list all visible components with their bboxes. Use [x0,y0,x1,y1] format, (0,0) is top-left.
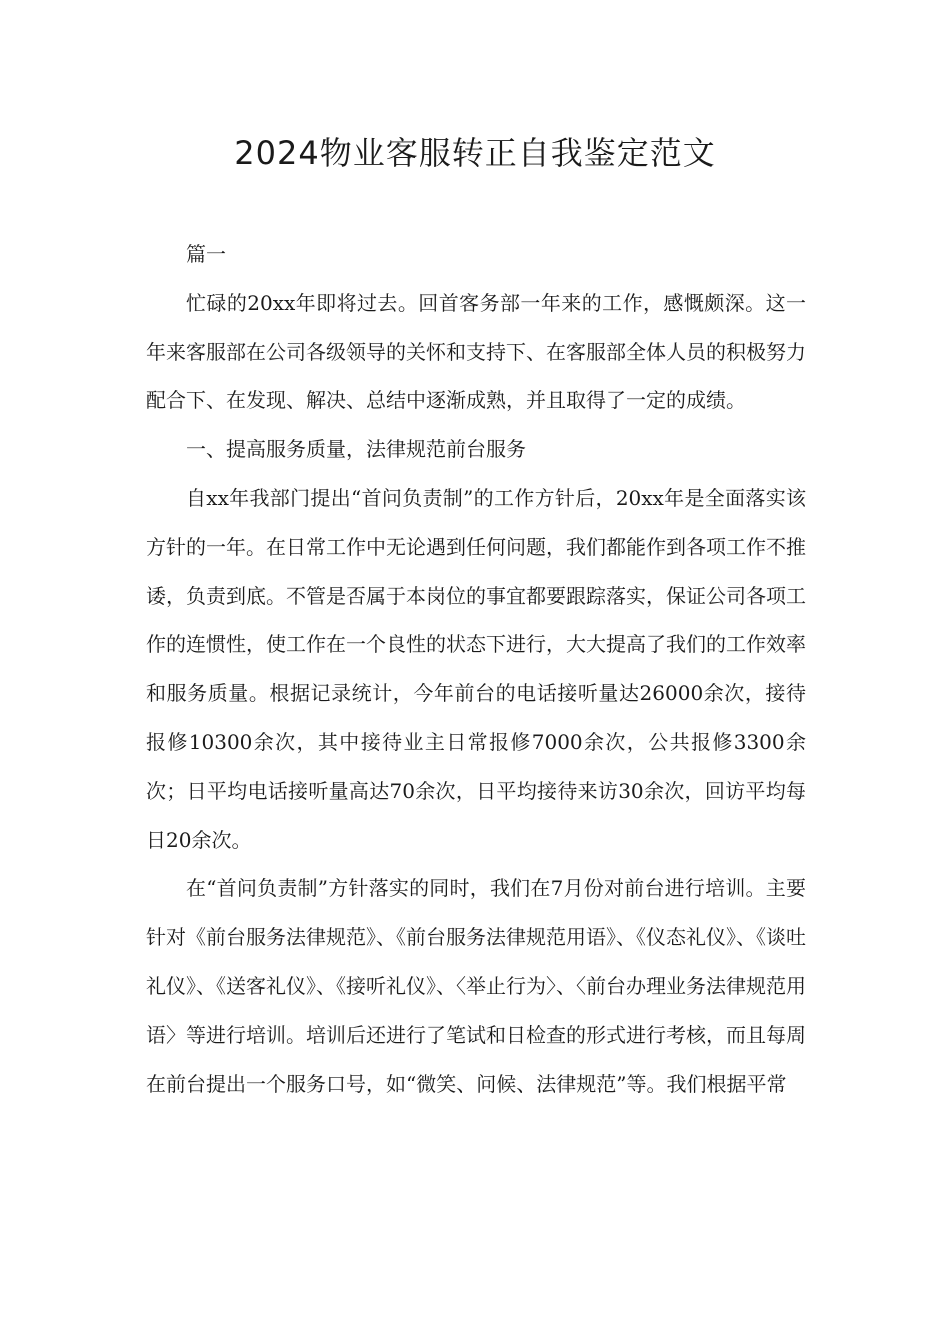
document-body [146,230,806,1108]
section-heading-service-quality: 一、提高服务质量，法律规范前台服务 [186,437,526,462]
body-paragraph-training: 在“首问负责制”方针落实的同时，我们在7月份对前台进行培训。主要针对《前台服务法律规范》、《前台服务法律规范用语》、《仪态礼仪》、《谈吐礼仪》、《送客礼仪》、《接听礼仪》、〈举止行为〉、〈前台办理业务法律规范用语〉等进行培训。培训后还进行了笔试和日检查的形式进行考核，而且每周在前台提出一个服务口号，如“微笑、问候、法律规范”等。我们根据平常 [146,876,806,1096]
section-heading-part-one: 篇一 [186,242,226,266]
body-paragraph-first-responsibility: 自xx年我部门提出“首问负责制”的工作方针后，20xx年是全面落实该方针的一年。在日常工作中无论遇到任何问题，我们都能作到各项工作不推诿，负责到底。不管是否属于本岗位的事宜都要跟踪落实，保证公司各项工作的连惯性，使工作在一个良性的状态下进行，大大提高了我们的工作效率和服务质量。根据记录统计，今年前台的电话接听量达26000余次，接待报修10300余次，其中接待业主日常报修7000余次，公共报修3300余次；日平均电话接听量高达70余次，日平均接待来访30余次，回访平均每日20余次。 [146,485,806,852]
document-title: 2024物业客服转正自我鉴定范文 [234,134,716,172]
intro-paragraph: 忙碌的20xx年即将过去。回首客务部一年来的工作，感慨颇深。这一年来客服部在公司各级领导的关怀和支持下、在客服部全体人员的积极努力配合下、在发现、解决、总结中逐渐成熟，并且取得了一定的成绩。 [146,290,806,413]
